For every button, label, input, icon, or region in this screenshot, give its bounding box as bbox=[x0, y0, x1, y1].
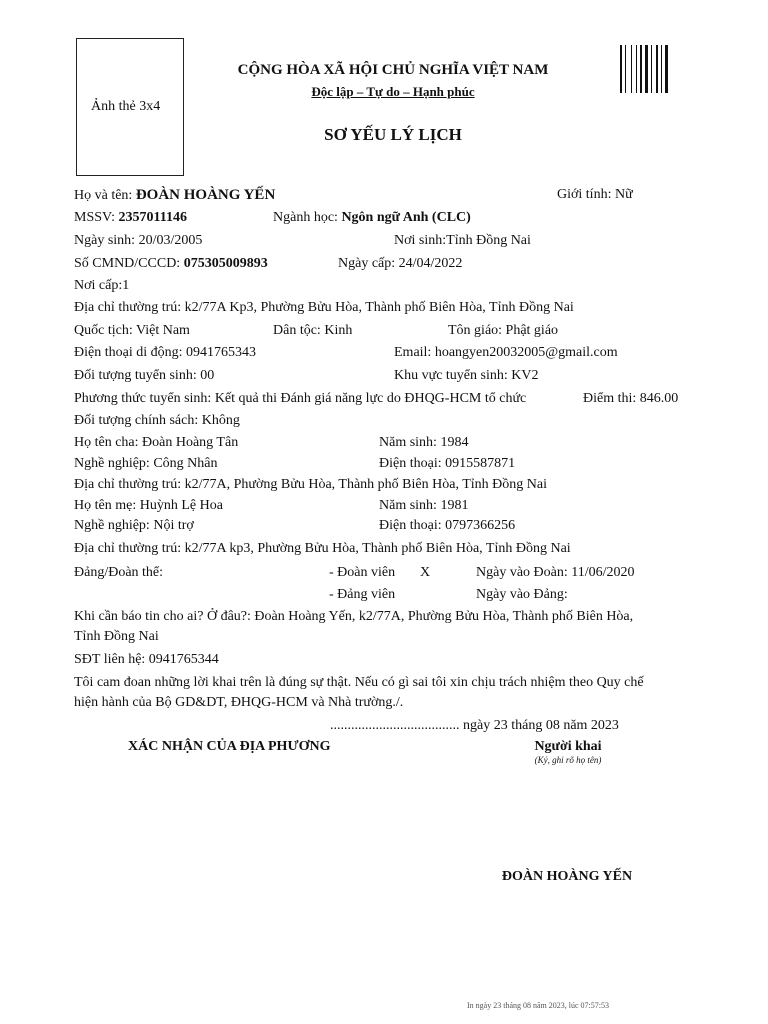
mother-job-row bbox=[74, 518, 194, 534]
method-label: Phương thức tuyển sinh: bbox=[74, 391, 212, 406]
nationality-row bbox=[74, 323, 190, 339]
barcode-bar bbox=[651, 45, 652, 93]
name-label: Họ và tên: bbox=[74, 188, 133, 203]
declarant-title: Người khai bbox=[534, 739, 602, 754]
phone-row bbox=[74, 345, 256, 361]
local-confirmation-title: XÁC NHẬN CỦA ĐỊA PHƯƠNG bbox=[128, 739, 331, 754]
email-label: Email: bbox=[394, 345, 432, 360]
father-address-value: k2/77A, Phường Bửu Hòa, Thành phố Biên Hòa, Tỉnh Đồng Nai bbox=[184, 477, 547, 492]
nationality-value: Việt Nam bbox=[135, 323, 190, 338]
email-row bbox=[394, 345, 618, 361]
father-name-label: Họ tên cha: bbox=[74, 435, 139, 450]
mssv-value: 2357011146 bbox=[118, 210, 187, 225]
photo-label: Ảnh thẻ 3x4 bbox=[91, 99, 161, 114]
photo-placeholder bbox=[76, 38, 184, 176]
issue-date-value: 24/04/2022 bbox=[398, 256, 463, 271]
id-row bbox=[74, 256, 268, 272]
gender-value: Nữ bbox=[614, 187, 633, 202]
contact-line-2: Tỉnh Đồng Nai bbox=[74, 629, 159, 644]
birthplace-label: Nơi sinh: bbox=[394, 233, 447, 248]
contact-phone: SĐT liên hệ: 0941765344 bbox=[74, 652, 219, 667]
contact-line-1: Khi cần báo tin cho ai? Ở đâu?: Đoàn Hoàng Yến, k2/77A, Phường Bửu Hòa, Thành phố Biên Hòa, bbox=[74, 609, 634, 624]
major-row bbox=[273, 210, 471, 226]
name-row bbox=[74, 187, 275, 204]
father-job-row bbox=[74, 456, 218, 472]
method-value: Kết quả thi Đánh giá năng lực do ĐHQG-HCM tổ chức bbox=[214, 391, 527, 406]
father-phone-value: 0915587871 bbox=[445, 456, 516, 471]
barcode-bar bbox=[661, 45, 662, 93]
barcode-bar bbox=[640, 45, 642, 93]
address-row bbox=[74, 300, 574, 316]
admission-group-value: 00 bbox=[200, 368, 215, 383]
mother-address-row bbox=[74, 541, 571, 557]
policy-value: Không bbox=[201, 413, 240, 428]
union-date-label: Ngày vào Đoàn: bbox=[476, 565, 568, 580]
barcode-icon bbox=[620, 45, 672, 93]
issue-place-label: Nơi cấp: bbox=[74, 278, 123, 293]
dob-label: Ngày sinh: bbox=[74, 233, 136, 248]
union-date-row bbox=[476, 565, 635, 581]
policy-row bbox=[74, 413, 240, 429]
policy-label: Đối tượng chính sách: bbox=[74, 413, 199, 428]
admission-group-label: Đối tượng tuyển sinh: bbox=[74, 368, 197, 383]
barcode-bar bbox=[625, 45, 626, 93]
father-job-label: Nghề nghiệp: bbox=[74, 456, 150, 471]
father-name-row bbox=[74, 435, 238, 451]
region-value: KV2 bbox=[511, 368, 539, 383]
score-label: Điểm thi: bbox=[583, 391, 637, 406]
admission-group-row bbox=[74, 368, 214, 384]
declarant-note: (Ký, ghi rõ họ tên) bbox=[534, 755, 602, 765]
signature-date: ..................................... ngày 23 tháng 08 năm 2023 bbox=[330, 718, 619, 733]
major-label: Ngành học: bbox=[273, 210, 338, 225]
father-birth-row bbox=[379, 435, 468, 451]
mother-phone-value: 0797366256 bbox=[445, 518, 516, 533]
birthplace-value: Tỉnh Đồng Nai bbox=[446, 233, 531, 248]
mother-birth-value: 1981 bbox=[440, 498, 469, 513]
dob-row bbox=[74, 233, 202, 249]
barcode-bar bbox=[636, 45, 637, 93]
address-label: Địa chỉ thường trú: bbox=[74, 300, 182, 315]
email-value: hoangyen20032005@gmail.com bbox=[434, 345, 618, 360]
barcode-bar bbox=[665, 45, 668, 93]
dob-value: 20/03/2005 bbox=[138, 233, 203, 248]
ethnicity-value: Kinh bbox=[324, 323, 353, 338]
country-title: CỘNG HÒA XÃ HỘI CHỦ NGHĨA VIỆT NAM bbox=[237, 62, 549, 78]
issue-place-row bbox=[74, 278, 129, 294]
method-row bbox=[74, 391, 526, 407]
declaration-line-1: Tôi cam đoan những lời khai trên là đúng sự thật. Nếu có gì sai tôi xin chịu trách nhiệm theo Quy chế bbox=[74, 675, 644, 690]
religion-label: Tôn giáo: bbox=[448, 323, 503, 338]
father-birth-label: Năm sinh: bbox=[379, 435, 437, 450]
union-member-option: - Đoàn viên bbox=[329, 565, 396, 580]
barcode-bar bbox=[620, 45, 622, 93]
father-job-value: Công Nhân bbox=[153, 456, 218, 471]
declaration-line-2: hiện hành của Bộ GD&DT, ĐHQG-HCM và Nhà trường./. bbox=[74, 695, 404, 710]
issue-date-row bbox=[338, 256, 462, 272]
mother-phone-row bbox=[379, 518, 515, 534]
party-date-label: Ngày vào Đảng: bbox=[476, 587, 568, 602]
region-label: Khu vực tuyển sinh: bbox=[394, 368, 508, 383]
birthplace-row bbox=[394, 233, 531, 249]
mother-name-row bbox=[74, 498, 223, 514]
religion-row bbox=[448, 323, 558, 339]
father-name-value: Đoàn Hoàng Tân bbox=[142, 435, 239, 450]
barcode-bar bbox=[656, 45, 658, 93]
print-timestamp: In ngày 23 tháng 08 năm 2023, lúc 07:57:53 bbox=[467, 1001, 609, 1010]
mssv-label: MSSV: bbox=[74, 210, 115, 225]
ethnicity-label: Dân tộc: bbox=[273, 323, 321, 338]
major-value: Ngôn ngữ Anh (CLC) bbox=[341, 210, 471, 225]
phone-label: Điện thoại di động: bbox=[74, 345, 183, 360]
party-label: Đảng/Đoàn thể: bbox=[74, 565, 164, 580]
score-row bbox=[583, 391, 678, 407]
party-member-option: - Đảng viên bbox=[329, 587, 396, 602]
region-row bbox=[394, 368, 538, 384]
address-value: k2/77A Kp3, Phường Bửu Hòa, Thành phố Biên Hòa, Tỉnh Đồng Nai bbox=[184, 300, 574, 315]
gender-label: Giới tính: bbox=[557, 187, 612, 202]
mother-birth-label: Năm sinh: bbox=[379, 498, 437, 513]
issue-date-label: Ngày cấp: bbox=[338, 256, 396, 271]
father-phone-label: Điện thoại: bbox=[379, 456, 442, 471]
father-phone-row bbox=[379, 456, 515, 472]
score-value: 846.00 bbox=[639, 391, 679, 406]
mother-address-label: Địa chỉ thường trú: bbox=[74, 541, 182, 556]
union-member-mark: X bbox=[420, 565, 431, 580]
barcode-bar bbox=[645, 45, 648, 93]
id-value: 075305009893 bbox=[183, 256, 268, 271]
mother-job-label: Nghề nghiệp: bbox=[74, 518, 150, 533]
mssv-row bbox=[74, 210, 187, 226]
student-name: ĐOÀN HOÀNG YẾN bbox=[135, 187, 276, 203]
mother-name-value: Huỳnh Lệ Hoa bbox=[139, 498, 223, 513]
ethnicity-row bbox=[273, 323, 352, 339]
father-birth-value: 1984 bbox=[440, 435, 469, 450]
nationality-label: Quốc tịch: bbox=[74, 323, 133, 338]
id-label: Số CMND/CCCD: bbox=[74, 256, 181, 271]
mother-name-label: Họ tên mẹ: bbox=[74, 498, 137, 513]
phone-value: 0941765343 bbox=[186, 345, 256, 360]
mother-phone-label: Điện thoại: bbox=[379, 518, 442, 533]
union-date-value: 11/06/2020 bbox=[571, 565, 635, 580]
document-title: SƠ YẾU LÝ LỊCH bbox=[324, 125, 462, 144]
issue-place-value: 1 bbox=[122, 278, 130, 293]
religion-value: Phật giáo bbox=[505, 323, 559, 338]
father-address-row bbox=[74, 477, 547, 493]
barcode-bar bbox=[631, 45, 632, 93]
father-address-label: Địa chỉ thường trú: bbox=[74, 477, 182, 492]
gender-row bbox=[557, 187, 633, 203]
motto: Độc lập – Tự do – Hạnh phúc bbox=[311, 84, 475, 99]
signer-name: ĐOÀN HOÀNG YẾN bbox=[501, 869, 633, 884]
mother-birth-row bbox=[379, 498, 468, 514]
mother-job-value: Nội trợ bbox=[153, 518, 194, 533]
mother-address-value: k2/77A kp3, Phường Bửu Hòa, Thành phố Biên Hòa, Tỉnh Đồng Nai bbox=[184, 541, 571, 556]
